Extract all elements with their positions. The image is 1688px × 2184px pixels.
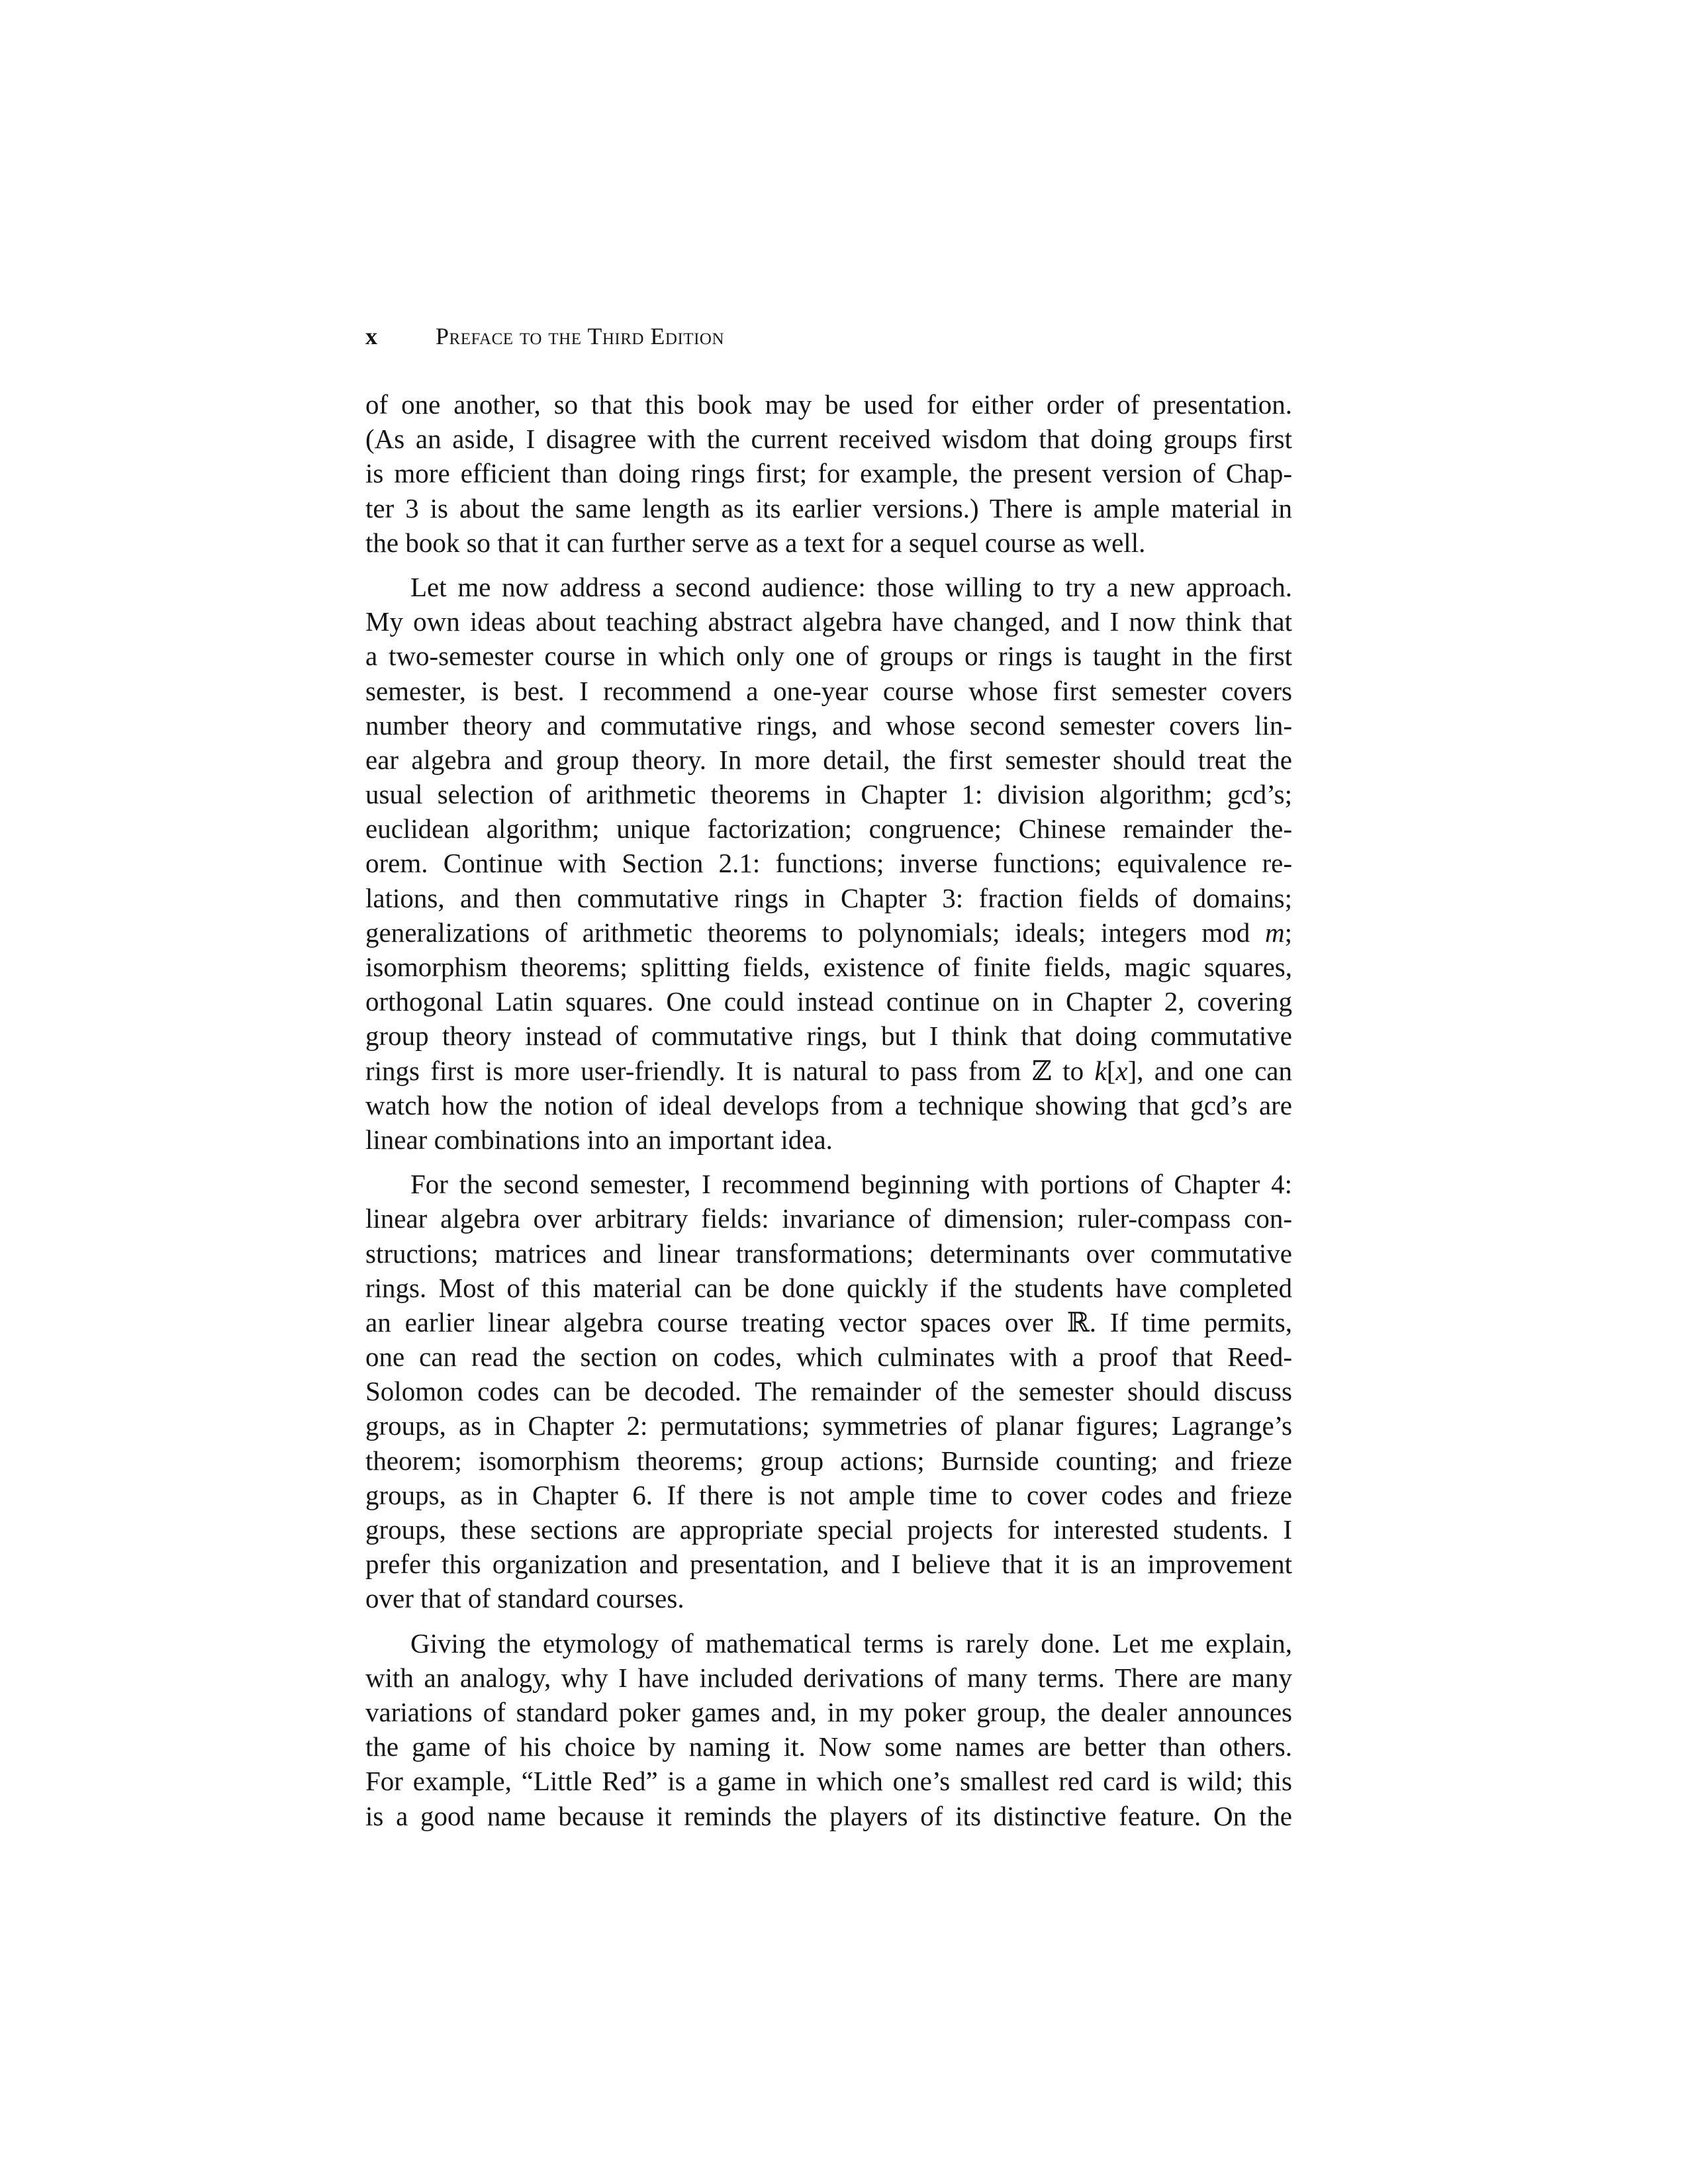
text-line: an earlier linear algebra course treating vector spaces over ℝ. If time permits,	[365, 1306, 1292, 1338]
text-line: For the second semester, I recommend beginning with portions of Chapter 4:	[410, 1169, 1292, 1200]
text-line: rings. Most of this material can be done quickly if the students have completed	[365, 1272, 1292, 1303]
text-line: My own ideas about teaching abstract algebra have changed, and I now think that	[365, 606, 1292, 637]
text-line: prefer this organization and presentation, and I believe that it is an improvement	[365, 1549, 1292, 1580]
text-line: isomorphism theorems; splitting fields, existence of finite fields, magic squares,	[365, 952, 1292, 982]
text-line: orem. Continue with Section 2.1: functions; inverse functions; equivalence re-	[365, 848, 1292, 879]
text-line: watch how the notion of ideal develops from a technique showing that gcd’s are	[365, 1089, 1292, 1120]
text-line: groups, as in Chapter 2: permutations; symmetries of planar figures; Lagrange’s	[365, 1410, 1292, 1441]
text-line: group theory instead of commutative rings, but I think that doing commutative	[365, 1021, 1292, 1052]
text-line: is more efficient than doing rings first; for example, the present version of Chap-	[365, 458, 1292, 489]
paragraph	[365, 387, 1292, 560]
text-line: variations of standard poker games and, in my poker group, the dealer announces	[365, 1696, 1292, 1727]
page-number: x	[365, 323, 377, 349]
running-head	[365, 320, 1292, 352]
text-line: rings first is more user-friendly. It is natural to pass from ℤ to k[x], and one can	[365, 1055, 1292, 1086]
text-line: ear algebra and group theory. In more detail, the first semester should treat the	[365, 744, 1292, 775]
text-line: lations, and then commutative rings in Chapter 3: fraction fields of domains;	[365, 882, 1292, 913]
text-line: (As an aside, I disagree with the current received wisdom that doing groups first	[365, 424, 1292, 455]
text-line: ter 3 is about the same length as its earlier versions.) There is ample material in	[365, 492, 1292, 523]
text-line: one can read the section on codes, which culminates with a proof that Reed-	[365, 1342, 1292, 1373]
text-line: a two-semester course in which only one of groups or rings is taught in the first	[365, 641, 1292, 672]
text-line: generalizations of arithmetic theorems to polynomials; ideals; integers mod m;	[365, 917, 1292, 948]
text-line: Solomon codes can be decoded. The remainder of the semester should discuss	[365, 1376, 1292, 1407]
text-line: Let me now address a second audience: those willing to try a new approach.	[410, 571, 1292, 602]
text-line: linear combinations into an important idea.	[365, 1124, 833, 1155]
body-text	[365, 387, 1292, 1833]
text-line: usual selection of arithmetic theorems in Chapter 1: division algorithm; gcd’s;	[365, 779, 1292, 810]
paragraph	[365, 1626, 1292, 1833]
text-line: with an analogy, why I have included derivations of many terms. There are many	[365, 1662, 1292, 1693]
text-line: is a good name because it reminds the players of its distinctive feature. On the	[365, 1800, 1292, 1831]
text-line: euclidean algorithm; unique factorization; congruence; Chinese remainder the-	[365, 813, 1292, 844]
text-line: the game of his choice by naming it. Now some names are better than others.	[365, 1731, 1292, 1762]
text-line: groups, these sections are appropriate special projects for interested students. I	[365, 1514, 1292, 1545]
running-head-title: Preface to the Third Edition	[436, 323, 725, 349]
text-line: number theory and commutative rings, and whose second semester covers lin-	[365, 709, 1292, 741]
text-line: orthogonal Latin squares. One could instead continue on in Chapter 2, covering	[365, 986, 1292, 1017]
text-line: For example, “Little Red” is a game in which one’s smallest red card is wild; this	[365, 1766, 1292, 1797]
text-line: semester, is best. I recommend a one-year course whose first semester covers	[365, 675, 1292, 706]
text-line: groups, as in Chapter 6. If there is not ample time to cover codes and frieze	[365, 1479, 1292, 1510]
paragraph	[365, 1167, 1292, 1615]
text-line: over that of standard courses.	[365, 1583, 684, 1614]
paragraph	[365, 570, 1292, 1157]
text-line: theorem; isomorphism theorems; group actions; Burnside counting; and frieze	[365, 1445, 1292, 1476]
text-line: of one another, so that this book may be used for either order of presentation.	[365, 389, 1292, 420]
text-line: the book so that it can further serve as a text for a sequel course as well.	[365, 527, 1146, 558]
text-line: linear algebra over arbitrary fields: invariance of dimension; ruler-compass con-	[365, 1203, 1292, 1234]
text-line: Giving the etymology of mathematical terms is rarely done. Let me explain,	[410, 1627, 1292, 1659]
text-line: structions; matrices and linear transformations; determinants over commutative	[365, 1238, 1292, 1269]
